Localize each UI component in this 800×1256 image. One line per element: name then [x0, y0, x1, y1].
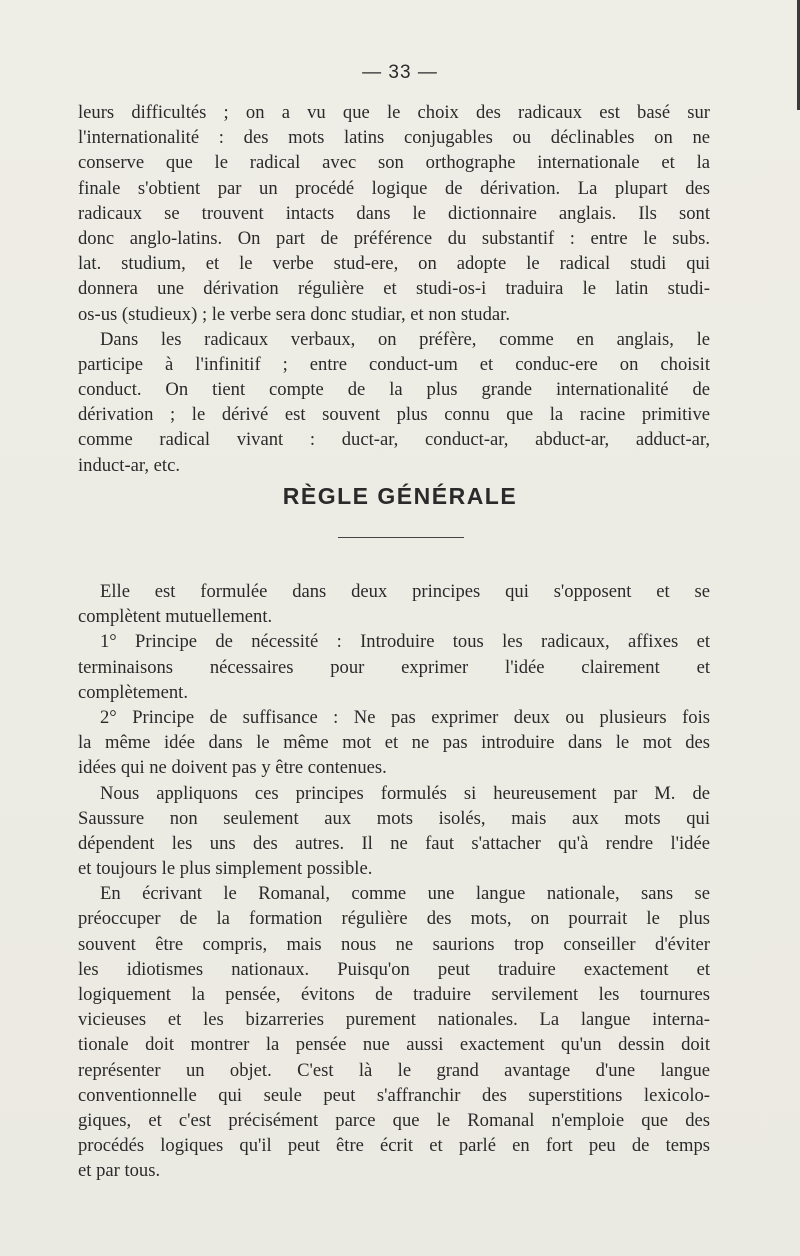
text-line: radicaux se trouvent intacts dans le dictionnaire anglais. Ils sont [78, 202, 710, 224]
text-line: 1° Principe de nécessité : Introduire tous les radicaux, affixes et [100, 631, 710, 653]
text-line: conduct. On tient compte de la plus grande internationalité de [78, 379, 710, 401]
paragraph-block-regle [78, 579, 710, 1184]
text-line: os-us (studieux) ; le verbe sera donc studiar, et non studar. [78, 303, 510, 325]
text-line: Dans les radicaux verbaux, on préfère, comme en anglais, le [100, 328, 710, 350]
heading-rule [338, 537, 464, 538]
text-line: conventionnelle qui seule peut s'affranchir des superstitions lexicolo- [78, 1084, 710, 1106]
text-line: En écrivant le Romanal, comme une langue nationale, sans se [100, 883, 710, 905]
text-line: donnera une dérivation régulière et studi-os-i traduira le latin studi- [78, 278, 710, 300]
text-line: et toujours le plus simplement possible. [78, 858, 373, 880]
text-line: tionale doit montrer la pensée nue aussi exactement qu'un dessin doit [78, 1034, 710, 1056]
text-line: Elle est formulée dans deux principes qui s'opposent et se [100, 581, 710, 602]
text-line: procédés logiques qu'il peut être écrit et parlé en fort peu de temps [78, 1135, 710, 1157]
text-line: préoccuper de la formation régulière des mots, on pourrait le plus [78, 908, 710, 930]
text-line: idées qui ne doivent pas y être contenues. [78, 757, 387, 779]
text-line: l'internationalité : des mots latins conjugables ou déclinables on ne [78, 127, 710, 149]
text-line: complètement. [78, 681, 188, 703]
text-line: donc anglo-latins. On part de préférence du substantif : entre le subs. [78, 227, 710, 249]
text-line: terminaisons nécessaires pour exprimer l'idée clairement et [78, 656, 710, 678]
text-line: Saussure non seulement aux mots isolés, mais aux mots qui [78, 807, 710, 829]
text-line: lat. studium, et le verbe stud-ere, on adopte le radical studi qui [78, 253, 710, 275]
text-line: Nous appliquons ces principes formulés si heureusement par M. de [100, 782, 710, 804]
text-line: dérivation ; le dérivé est souvent plus connu que la racine primitive [78, 404, 710, 426]
text-line: représenter un objet. C'est là le grand avantage d'une langue [78, 1059, 710, 1081]
text-line: souvent être compris, mais nous ne saurions trop conseiller d'éviter [78, 933, 710, 955]
text-line: giques, et c'est précisément parce que le Romanal n'emploie que des [78, 1109, 710, 1131]
text-line: la même idée dans le même mot et ne pas introduire dans le mot des [78, 732, 710, 754]
text-line: logiquement la pensée, évitons de traduire servilement les tournures [78, 984, 710, 1005]
text-line: conserve que le radical avec son orthographe internationale et la [78, 152, 710, 174]
section-heading: RÈGLE GÉNÉRALE [282, 483, 518, 509]
text-line: 2° Principe de suffisance : Ne pas exprimer deux ou plusieurs fois [100, 706, 710, 728]
text-line: complètent mutuellement. [78, 606, 273, 628]
text-line: les idiotismes nationaux. Puisqu'on peut traduire exactement et [78, 958, 710, 980]
text-line: et par tous. [78, 1160, 161, 1182]
page-number: — 33 — [362, 62, 438, 83]
text-line: induct-ar, etc. [78, 454, 180, 476]
text-line: vicieuses et les bizarreries purement nationales. La langue interna- [78, 1009, 710, 1031]
text-line: finale s'obtient par un procédé logique de dérivation. La plupart des [78, 177, 710, 199]
text-line: participe à l'infinitif ; entre conduct-um et conduc-ere on choisit [78, 353, 710, 375]
paragraph-block-radicaux [78, 100, 710, 478]
text-line: dépendent les uns des autres. Il ne faut s'attacher qu'à rendre l'idée [78, 832, 710, 854]
text-line: comme radical vivant : duct-ar, conduct-ar, abduct-ar, adduct-ar, [78, 429, 710, 451]
text-line: leurs difficultés ; on a vu que le choix des radicaux est basé sur [78, 102, 710, 123]
